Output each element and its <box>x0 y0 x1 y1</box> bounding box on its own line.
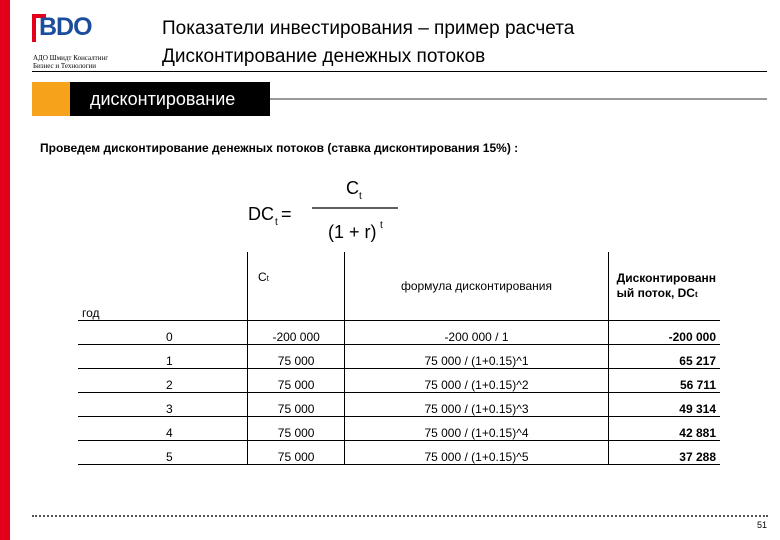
section-tag <box>70 82 270 116</box>
header-dc: Дисконтированн ый поток, DCt <box>616 270 716 300</box>
page-number: 51 <box>757 520 768 530</box>
formula-numerator-sub: t <box>359 191 362 202</box>
cell-year: 5 <box>78 441 248 465</box>
table-row <box>78 441 720 465</box>
cell-dc: 42 881 <box>608 417 720 441</box>
section-tag-label: дисконтирование <box>90 89 236 109</box>
cell-ct: 75 000 <box>248 369 345 393</box>
bdo-logo <box>32 14 96 42</box>
slide-subtitle: Дисконтирование денежных потоков <box>162 46 486 67</box>
section-accent-block <box>32 82 70 116</box>
logo-text: BDO <box>39 13 92 41</box>
header-year: год <box>78 252 248 321</box>
discount-table <box>78 252 720 465</box>
section-divider <box>270 98 767 100</box>
table-row <box>78 417 720 441</box>
slide-title: Показатели инвестирования – пример расчета <box>162 18 575 39</box>
formula-denominator: (1 + r) <box>328 222 377 242</box>
cell-formula: -200 000 / 1 <box>345 321 608 345</box>
cell-dc: 65 217 <box>608 345 720 369</box>
cell-dc: 37 288 <box>608 441 720 465</box>
table-row <box>78 321 720 345</box>
discount-formula <box>240 170 410 250</box>
cell-ct: -200 000 <box>248 321 345 345</box>
formula-denominator-sup: t <box>380 220 383 231</box>
formula-equals: = <box>281 204 292 224</box>
table-row <box>78 369 720 393</box>
cell-ct: 75 000 <box>248 441 345 465</box>
cell-formula: 75 000 / (1+0.15)^5 <box>345 441 608 465</box>
table-row <box>78 393 720 417</box>
logo-subtitle-line1: АДО Шмидт Консалтинг <box>33 54 109 62</box>
cell-ct: 75 000 <box>248 417 345 441</box>
cell-formula: 75 000 / (1+0.15)^4 <box>345 417 608 441</box>
cell-formula: 75 000 / (1+0.15)^1 <box>345 345 608 369</box>
cell-dc: 49 314 <box>608 393 720 417</box>
cell-year: 1 <box>78 345 248 369</box>
left-red-bar <box>0 0 10 540</box>
cell-formula: 75 000 / (1+0.15)^3 <box>345 393 608 417</box>
header-ct: Ct <box>248 252 345 321</box>
logo-subtitle <box>33 54 108 70</box>
cell-formula: 75 000 / (1+0.15)^2 <box>345 369 608 393</box>
cell-year: 2 <box>78 369 248 393</box>
cell-dc: 56 711 <box>608 369 720 393</box>
header-formula: формула дисконтирования <box>345 252 608 321</box>
cell-dc: -200 000 <box>608 321 720 345</box>
cell-year: 3 <box>78 393 248 417</box>
cell-year: 0 <box>78 321 248 345</box>
formula-lhs-sub: t <box>275 217 278 228</box>
table-row <box>78 345 720 369</box>
header-divider <box>32 71 767 72</box>
cell-ct: 75 000 <box>248 393 345 417</box>
table-header-row <box>78 252 720 321</box>
logo-subtitle-line2: Бизнес и Технологии <box>33 62 96 70</box>
cell-year: 4 <box>78 417 248 441</box>
formula-lhs: DC <box>248 204 274 224</box>
logo-bracket-vertical <box>32 14 36 42</box>
formula-numerator: C <box>346 178 359 198</box>
intro-text: Проведем дисконтирование денежных потоков (ставка дисконтирования 15%) : <box>40 141 519 155</box>
cell-ct: 75 000 <box>248 345 345 369</box>
footer-divider <box>32 515 768 517</box>
